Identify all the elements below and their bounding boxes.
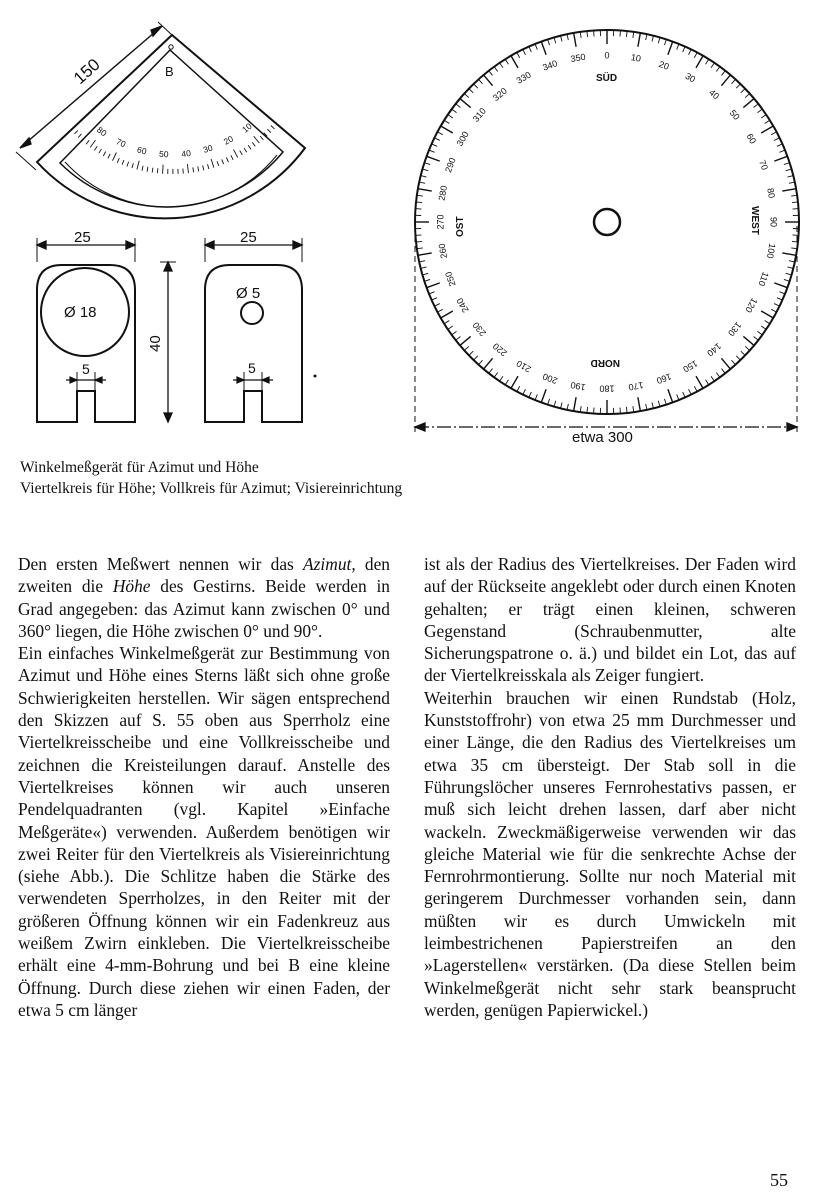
caption-line-2: Viertelkreis für Höhe; Vollkreis für Azimut; Visiereinrichtung [20,480,403,497]
circle-tick [464,346,468,350]
circle-tick [511,376,518,388]
circle-degree-label: 10 [630,52,642,64]
quadrant-tick [211,159,214,168]
cardinal-nord: NORD [590,357,620,368]
circle-tick [494,372,498,377]
circle-tick [658,401,660,407]
circle-tick [638,33,640,47]
quadrant-scale-labels [95,121,254,160]
circle-tick [587,407,588,413]
circle-tick [638,397,640,411]
quadrant-tick [74,130,78,134]
term-azimut: Azimut, [303,554,356,574]
quadrant-tick [99,149,102,153]
circle-degree-label: 330 [514,69,533,86]
quadrant-tick [90,140,95,147]
circle-tick [432,298,437,300]
quadrant-tick [137,161,139,170]
text-column-left [18,553,390,1021]
azimuth-circle-labels [435,50,778,393]
quadrant-tick [108,154,110,158]
quadrant-tick [152,168,153,173]
circle-degree-label: 280 [436,184,450,202]
circle-tick [456,104,461,108]
circle-tick [437,132,442,135]
quadrant-sketch [37,35,305,218]
circle-tick [424,279,430,281]
quadrant-degree-label: 60 [136,144,148,157]
circle-tick [460,336,471,345]
circle-diameter-label: etwa 300 [572,429,633,446]
circle-tick [774,283,787,288]
circle-tick [567,404,568,410]
circle-tick [489,71,493,76]
circle-tick [761,115,766,118]
circle-tick [721,358,730,369]
rider-small-hole-label: Ø 5 [236,285,261,302]
circle-tick [774,304,779,307]
circle-tick [567,34,568,40]
circle-tick [626,31,627,37]
term-hoehe: Höhe [112,576,151,597]
quadrant-tick [78,134,81,138]
circle-tick [646,34,647,40]
circle-tick [418,189,432,191]
circle-tick [574,33,576,47]
circle-degree-label: 80 [765,187,777,199]
circle-tick [664,39,666,45]
quadrant-degree-label: 80 [95,124,109,139]
circle-tick [664,399,666,405]
circle-tick [716,372,720,377]
quadrant-tick [222,159,224,164]
circle-tick [511,56,518,68]
circle-tick [736,356,740,360]
quadrant-degree-label: 10 [240,120,254,135]
circle-degree-label: 70 [757,158,770,172]
quadrant-tick [117,158,119,163]
quadrant-tick [271,119,278,125]
circle-degree-label: 160 [655,371,673,386]
circle-tick [434,138,439,141]
circle-degree-label: 50 [727,107,742,122]
azimuth-circle-ticks [415,30,799,414]
paragraph: Weiterhin brauchen wir einen Rundstab (Holz, Kunststoffrohr) von etwa 25 mm Durchmesser und einer Länge, die den Radius des Viertelkreises um etwa 35 cm übersteigt. Der Stab soll in die Führungslöcher unseres Fernrohestativs passen, er muß sich leicht drehen lassen, darf aber nicht wackeln. Zweckmäßigerweise verwenden wir das gleiche Material wie für die senkrechte Achse der Fernrohrmontierung. Sollte nur noch Material mit geringerem Durchmesser vorhanden sein, dann müßten wir es durch Umwickeln mit leimbestrichenen Papierstreifen an den »Lagerstellen« verstärken. (Da diese Stellen beim Winkelmeßgerät nicht sehr stark beansprucht werden, genügen Papierwickel.) [424,687,796,1020]
circle-tick [548,399,550,405]
paragraph: ist als der Radius des Viertelkreises. Der Faden wird auf der Rückseite angeklebt oder durch einen Knoten gehalten; er trägt einen kleinen, schweren Gegenstand (Schraubenmutter, alte Sicherungspatrone o. ä.) und bildet ein Lot, das auf der Viertelkreisskala als Zeiger fungiert. [424,554,796,686]
circle-tick [782,253,796,255]
circle-degree-label: 250 [443,270,458,288]
circle-tick [427,156,440,161]
text-run: Den ersten Meßwert nennen wir das [18,554,304,574]
circle-tick [554,401,556,407]
circle-tick [694,52,697,57]
circle-tick [523,389,526,394]
circle-tick [474,356,478,360]
circle-tick [711,376,714,381]
circle-tick [741,351,745,355]
circle-tick [448,326,453,329]
circle-tick [787,176,793,177]
rider-small-slot-label: 5 [248,360,256,376]
figure-caption [20,457,580,499]
circle-tick [479,360,483,364]
circle-tick [535,44,537,50]
circle-tick [434,304,439,307]
quadrant-tick [244,148,247,152]
circle-tick [784,279,790,281]
circle-tick [731,360,735,364]
circle-tick [419,182,425,183]
circle-tick [784,163,790,165]
circle-tick [464,94,468,98]
circle-degree-label: 340 [541,58,559,73]
circle-degree-label: 170 [627,379,645,393]
circle-tick [754,104,759,108]
circle-degree-label: 0 [604,50,610,61]
circle-tick [517,386,520,391]
circle-tick [424,163,430,165]
quadrant-tick [127,162,129,167]
quadrant-tick [240,151,243,155]
circle-tick [696,56,703,68]
circle-tick [452,331,457,335]
circle-tick [456,337,461,341]
circle-tick [494,67,498,72]
circle-tick [529,47,531,52]
quadrant-degree-label: 70 [114,136,128,150]
circle-tick [429,150,435,152]
circle-tick [441,126,453,133]
quadrant-degree-label: 30 [201,142,214,155]
circle-tick [786,273,792,275]
instrument-figure [0,0,832,450]
quadrant-tick [132,163,133,168]
quadrant-tick [187,164,188,173]
circle-degree-label: 60 [744,131,759,146]
quadrant-dimension-line [16,22,172,170]
circle-tick [554,37,556,43]
circle-tick [484,75,493,86]
quadrant-tick [103,151,105,155]
circle-tick [787,267,793,268]
circle-degree-label: 270 [435,214,446,230]
circle-tick [416,241,422,242]
circle-tick [731,79,735,83]
circle-tick [761,311,773,318]
circle-degree-label: 210 [514,358,533,375]
circle-tick [779,292,785,294]
quadrant-tick [71,124,78,130]
text-column-right [424,553,796,1021]
circle-tick [432,144,437,146]
circle-tick [689,49,692,54]
circle-tick [677,394,679,400]
page-number: 55 [770,1170,788,1190]
circle-tick [626,407,627,413]
circle-tick [505,380,508,385]
circle-degree-label: 350 [569,51,587,65]
circle-tick [587,31,588,37]
circle-tick [761,126,773,133]
circle-tick [711,63,714,68]
circle-tick [479,79,483,83]
quadrant-tick [142,166,143,171]
circle-degree-label: 150 [681,358,700,375]
circle-tick [444,321,449,324]
circle-tick [765,321,770,324]
circle-degree-label: 290 [443,156,458,174]
circle-tick [757,109,762,113]
circle-tick [541,389,546,402]
circle-tick [761,326,766,329]
circle-tick [706,380,709,385]
circle-tick [743,99,754,108]
quadrant-tick [163,165,164,174]
circle-degree-label: 110 [756,270,771,288]
circle-tick [743,336,754,345]
circle-degree-label: 200 [541,371,559,386]
stray-dot [314,375,317,378]
circle-tick [668,42,673,55]
quadrant-degree-label: 20 [221,133,235,147]
circle-degree-label: 190 [569,379,587,393]
circle-degree-label: 40 [707,87,722,102]
circle-tick [448,115,453,118]
circle-tick [777,144,782,146]
azimuth-circle [415,30,799,414]
circle-tick [792,202,798,203]
circle-tick [774,156,787,161]
text-run: des Gestirns. Beide werden in Grad angegeben: das Azimut kann zwischen 0° und 360° liegen, die Höhe zwischen 0° und 90°. [18,576,390,641]
circle-tick [429,292,435,294]
circle-tick [771,309,776,312]
circle-tick [574,397,576,411]
circle-tick [561,402,562,408]
circle-tick [422,169,428,171]
circle-tick [736,84,740,88]
quadrant-tick [267,129,271,133]
circle-tick [469,351,473,355]
circle-tick [782,189,796,191]
circle-tick [779,150,785,152]
quadrant-tick [203,165,204,170]
quadrant-tick [122,160,124,165]
circle-degree-label: 240 [454,296,471,315]
quadrant-tick [86,140,89,144]
circle-tick [548,39,550,45]
cardinal-ost: OST [455,216,466,237]
circle-tick [771,132,776,135]
circle-tick [529,392,531,397]
circle-tick [722,71,726,76]
quadrant-tick [271,126,275,129]
quadrant-dimension-label: 150 [69,54,104,88]
circle-tick [789,261,795,262]
quadrant-tick [260,136,263,140]
paragraph: Ein einfaches Winkelmeßgerät zur Bestimmung von Azimut und Höhe eines Sterns läßt sich ohne große Schwierigkeiten herstellen. Wir sägen entsprechend den Skizzen auf S. 55 oben aus Sperrholz eine Viertelkreisscheibe und eine Vollkreisscheibe und zeichnen die Kreisteilungen darauf. Anstelle des Viertelkreises können wir auch unseren Pendelquadranten (vgl. Kapitel »Einfache Meßgeräte«) verwenden. Außerdem benötigen wir zwei Reiter für den Viertelkreis als Visiereinrichtung (siehe Abb.). Die Schlitze haben die Stärke des verwendeten Sperrholzes, in den Reiter mit der größeren Öffnung können wir ein Fadenkreuz aus weißem Zwirn einkleben. Die Viertelkreisscheibe erhält eine 4-mm-Bohrung und bei B eine kleine Öffnung. Durch diese ziehen wir einen Faden, der etwa 5 cm länger [18,643,390,1020]
circle-tick [535,394,537,400]
circle-tick [421,176,427,177]
circle-degree-label: 310 [470,105,489,124]
circle-tick [419,261,425,262]
circle-tick [741,89,745,93]
circle-tick [716,67,720,72]
circle-degree-label: 130 [725,320,744,339]
circle-tick [774,138,779,141]
circle-tick [421,267,427,268]
circle-degree-label: 30 [683,70,698,85]
quadrant-tick [254,136,260,143]
circle-tick [721,75,730,86]
cardinal-sud: SÜD [596,73,618,84]
quadrant-tick [233,150,237,158]
text-run: den zweiten die [18,554,390,597]
circle-degree-label: 140 [705,340,724,359]
paragraph [18,553,390,642]
point-b-label: B [165,64,174,79]
circle-degree-label: 320 [490,85,509,104]
circle-tick [469,89,473,93]
circle-tick [777,298,782,300]
circle-degree-label: 230 [470,320,489,339]
circle-tick [561,36,562,42]
circle-tick [474,84,478,88]
circle-tick [500,63,503,68]
quadrant-degree-label: 50 [158,148,169,160]
circle-tick [683,392,685,397]
circle-tick [517,52,520,57]
circle-degree-label: 90 [768,216,779,228]
circle-degree-label: 20 [657,59,671,72]
circle-tick [500,376,503,381]
quadrant-tick [217,161,219,166]
circle-tick [422,273,428,275]
circle-tick [786,169,792,171]
circle-degree-label: 300 [454,129,471,148]
circle-tick [452,109,457,113]
circle-tick [745,346,749,350]
circle-tick [418,253,432,255]
quadrant-tick [157,168,158,173]
circle-tick [541,42,546,55]
circle-tick [745,94,749,98]
circle-tick [677,44,679,50]
quadrant-tick [193,167,194,172]
quadrant-tick [208,164,209,169]
rider-large-slot-label: 5 [82,361,90,377]
quadrant-tick [252,142,255,146]
quadrant-tick [94,146,97,150]
circle-degree-label: 120 [743,296,760,315]
circle-tick [696,376,703,388]
circle-tick [765,120,770,123]
rider-large-hole [37,265,135,422]
circle-tick [523,49,526,54]
circle-tick [505,59,508,64]
circle-degree-label: 220 [490,340,509,359]
circle-tick [706,59,709,64]
circle-degree-label: 260 [436,242,450,260]
circle-tick [757,331,762,335]
circle-tick [754,337,759,341]
circle-tick [689,389,692,394]
circle-tick [668,389,673,402]
quadrant-tick [113,153,117,161]
rider-large-hole-label: Ø 18 [64,304,97,321]
circle-tick [646,404,647,410]
rider-large-width-label: 25 [74,229,91,246]
circle-tick [484,358,493,369]
circle-tick [437,309,442,312]
circle-tick [416,202,422,203]
circle-tick [683,47,685,52]
circle-tick [722,369,726,374]
circle-degree-label: 100 [764,242,778,260]
circle-tick [652,36,653,42]
quadrant-tick [226,157,228,162]
cardinal-west: WEST [749,206,760,235]
quadrant-tick [248,145,251,149]
quadrant-tick [231,155,233,159]
rider-height-label: 40 [147,335,164,352]
quadrant-tick [147,167,148,172]
caption-line-1: Winkelmeßgerät für Azimut und Höhe [20,459,259,476]
circle-tick [441,311,453,318]
circle-tick [444,120,449,123]
circle-tick [658,37,660,43]
circle-tick [694,386,697,391]
circle-tick [460,99,471,108]
quadrant-tick [198,166,199,171]
quadrant-degree-label: 40 [180,147,192,159]
circle-tick [789,182,795,183]
circle-tick [427,283,440,288]
circle-tick [652,402,653,408]
circle-tick [489,369,493,374]
circle-degree-label: 180 [599,383,615,394]
rider-small-width-label: 25 [240,229,257,246]
